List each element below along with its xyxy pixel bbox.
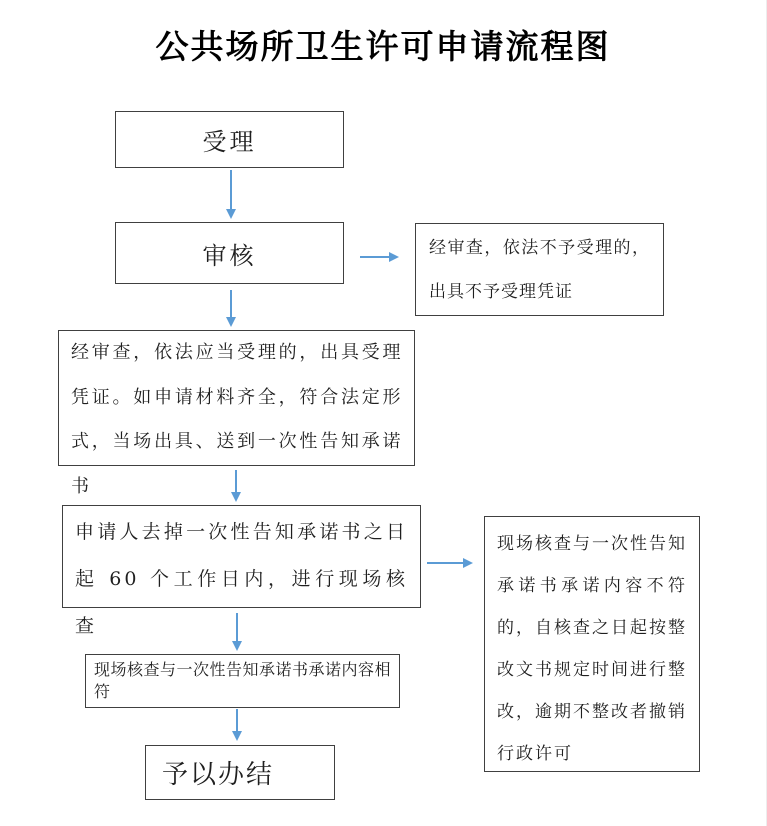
node-accept-notice: 经审查，依法应当受理的，出具受理凭证。如申请材料齐全，符合法定形式，当场出具、送到一次性告知承诺书 bbox=[58, 330, 415, 466]
node-reject-notice: 经审查，依法不予受理的，出具不予受理凭证 bbox=[415, 223, 664, 316]
node-accept: 受理 bbox=[115, 111, 344, 168]
node-site-check: 申请人去掉一次性告知承诺书之日起 60 个工作日内，进行现场核查 bbox=[62, 505, 421, 608]
page-title: 公共场所卫生许可申请流程图 bbox=[155, 27, 611, 66]
arrow-review-to-accept-issue bbox=[226, 290, 236, 327]
node-complete: 予以办结 bbox=[145, 745, 335, 800]
node-review: 审核 bbox=[115, 222, 344, 284]
arrow-accept-issue-to-site-check bbox=[231, 470, 241, 502]
node-match-result: 现场核查与一次性告知承诺书承诺内容相符 bbox=[85, 654, 400, 708]
arrow-site-check-to-mismatch bbox=[427, 558, 473, 568]
arrow-site-check-to-match bbox=[232, 613, 242, 651]
arrow-review-to-reject bbox=[360, 252, 399, 262]
arrow-accept-to-review bbox=[226, 170, 236, 219]
arrow-match-to-complete bbox=[232, 709, 242, 741]
node-mismatch-action: 现场核查与一次性告知承诺书承诺内容不符的，自核查之日起按整改文书规定时间进行整改，逾期不整改者撤销行政许可 bbox=[484, 516, 700, 772]
